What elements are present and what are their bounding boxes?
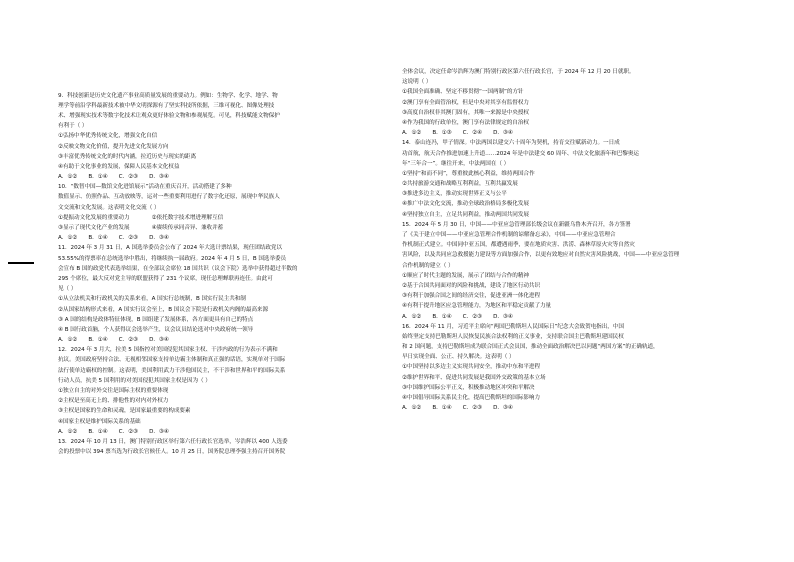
text-line: A．①② B．①④ C．②③ D．③④ [58,235,169,242]
text-line: ④推广中法文化交流，推动全球政治格局多极化发展 [402,201,529,208]
text-line: ③推进多边主义，推动实现世界正义与公平 [402,191,507,198]
text-line: 早日实现全面、公正、持久解决。这表明（ ） [402,354,515,361]
text-line: 53.55%的得票率在总统选举中胜出，将继续执一届政府。2024 年 4 月 5 日，B 国选举委员 [58,255,287,262]
text-line: 见（ ） [58,286,77,293]
text-line: ①提振动文化发展的重要动力 ②依托数字技术增进理解互信 [58,214,224,221]
text-line: 行动人员，抗美 5 国利用的对美国侵犯其国家主权是因为（ ） [58,377,211,384]
text-line: ①弘扬中华优秀传统文化，增强文化自信 [58,133,158,140]
text-line: ③丰富优秀传统文化的时代内涵，拉近历史与现实的距离 [58,153,197,160]
text-line: 11．2024 年 3 月 31 日，A 国选举委员会公布了 2024 年大选计票结果，现任团结政党以 [58,245,282,252]
text-line: 了《关于建立中国——中亚应急管理合作机制的谅解备忘录》，中国——中亚应急管理合 [402,232,616,238]
text-line: A．①② B．①④ C．②③ D．③④ [58,428,169,435]
text-line: 13．2024 年 10 月 13 日，澳门特别行政区举行第六任行政长官选举，岑浩辉以 400 人选委 [58,438,288,445]
text-line: 这说明（ ） [402,79,432,86]
text-line: 数值显示、仿照作品、互动放映等，运对一些重要利用进行了数字化还原，展现中华民族人 [58,194,280,201]
text-line: ①从立法机关和行政机关的关系来看，A 国实行总统制，B 国实行民主共和制 [58,296,246,303]
text-line: ②共持旅游交通和战略互利利益，互利共赢发展 [402,181,518,188]
text-line [58,70,388,80]
text-line: ①中国坚持以多边主义实现共同安全，推动中东和平进程 [402,364,541,371]
text-line: A．①② B．①④ C．②③ D．③④ [402,313,513,320]
text-line: A．①② B．①③ C．②④ D．③④ [402,130,513,137]
text-line: ③显示了现代文化产业的发展 ④赓续传承同音异、兼收并蓄 [58,225,224,231]
right-column [402,67,732,413]
text-line: 年“三年合一”。继往开来，中法两国在（ ） [402,160,510,167]
text-line: 合作机制的建立（ ） [402,262,454,269]
text-line: 术、增强现实技术等数字化技术让观众更好体验文物和参观展览。可见，科技赋能文物保护 [58,112,280,119]
text-line: ①我国全面准确、坚定不移贯彻“一国两制”的方针 [402,89,524,96]
text-line: ①独立自主的对外交往是国际主权的重要体现 [58,388,169,394]
text-line: A．①② B．①④ C．②③ D．③④ [58,337,169,344]
text-line: 抗议。美国政府坚持合法、无视相邻国家支持单边霸主体制和真正强的话语，实现单对于国际 [58,357,286,364]
text-line: 害风险，以及共同应急救援能力建设等方面加强合作，以更有效地应对自然灾害风险挑战，中国——中亚应急管理 [402,252,680,259]
text-line: ④国家主权是维护国际关系的基础 [58,418,141,425]
left-column [58,60,388,457]
text-line: ④有助于文化事业的发展，保障人民基本文化权益 [58,163,180,170]
text-line: 10．“数智中国—数馆文化进馆展示”活动在重庆召开，活动搭建了多种 [58,184,232,191]
text-line: 9．科技创新是历史文化遗产事业高质量发展的重要动力。例如：生物学、化学、地学、物 [58,92,278,99]
text-line: ③有利于加强合国之间的经济交往，促进亚洲一体化进程 [402,293,541,300]
text-line: A．①② B．①④ C．②③ D．③④ [58,174,169,181]
margin-mark [8,262,34,264]
text-line: 作机制正式建立。中国同中亚五国，都遭遇雨季，要在地质灾害、洪涝、森林草原火灾等自然灾 [402,242,635,249]
text-line: ②从国家结构形式来看，A 国实行议会至上，B 国议会下院是行政机关内阁的最高来源 [58,306,269,313]
text-line: 14．泰山连冯，甲子情深。中法两国以建交六十周年为契机，持育交往赋新动力。一日成 [402,140,620,147]
text-line: ④有利于提升地区应急管理能力，为地区和平稳定贡献了力量 [402,303,552,310]
text-line: 文交流和文化发展。这表明文化交流（ ） [58,204,160,211]
text-line: ④作为我国的行政单位，澳门享有法律规定的自治权 [402,119,529,126]
text-line: 16．2024 年 11 月，习近平主席向“两国巴勒斯坦人民国际日”纪念大会致贺电指出，中国 [402,323,624,330]
text-line: ③高度自治权非其澳门固有，其唯一来源是中央授权 [402,109,529,116]
text-line: ③中国维护国际公平正义，积极推动地区冲突和平解决 [402,384,535,391]
text-line: 295 个席位，最大反对党主导的联盟获得了 231 个议席，现任总理蝉联再连任。由此可 [58,275,273,282]
text-line: ②基于合国共同面对的风险和挑战，建设了地区行动共识 [402,282,541,289]
text-line: 会宣布 B 国的政党代表选举结果，在全部议会席位 18 国共识（议会下院）选举中获得超过半数的 [58,265,298,272]
text-line: 有利于（ ） [58,123,88,130]
text-line [58,60,388,70]
text-line: 理学等前沿学科最新技术被中华文明探源有了坚实科技所依据，三维可视化、图像处理技 [58,102,275,109]
text-line: ①顺应了时代主题的发展，展示了团结与合作的精神 [402,272,529,279]
text-line: 法行使单边霸权的控制。这表明，美国利用武力干涉他国民主，不干涉和世界和平的国际关系 [58,367,286,374]
text-line: 和 2 国问题，支持巴勒斯坦成为联合国正式会员国，推动全面政治解决巴以问题“两国方案”的正确轨道， [402,344,659,351]
text-line: ②维护世界和平、促进共同发展是我国外交政策的基本立场 [402,374,546,381]
text-line: ②主权是至高无上的、排他性的对内对外权力 [58,398,169,405]
text-line: 12．2024 年 3 月大，拉美 5 国指控对美国侵犯其国家主权、干涉内政的行为表示不满和 [58,347,278,354]
text-line: 会的投票中以 394 票当选为行政长官候任人。10 月 25 日，国务院总理李强主持召开国务院 [58,449,286,456]
text-line: ②反映文物文化价值，提升先进文化发展方向 [58,143,169,150]
text-line: ③ A 国的结构是政体特征体现，B 国组建了发展体系，各方面更具有自己的特点 [58,316,254,323]
text-line: ④ B 国行政首脑，个人获得议会选举产生，议会议员结论选对中央政府统一领导 [58,326,254,333]
text-line: A．①② B．①④ C．②③ D．③④ [402,405,513,412]
text-line: 15．2024 年 5 月 30 日，中国——中亚应急管理部长级会议在新疆乌鲁木齐召开，各方签署 [402,221,631,228]
text-line: ④中国倡导国际关系民主化，提高巴勒斯坦的国际影响力 [402,395,541,401]
text-line: 功首航，航天合作推进加速上升道……2024 年是中法建交 60 周年、中法文化旅游年和巴黎奥运 [402,150,639,157]
text-line: ④坚持独立自主，立足共同利益，推动两国共同发展 [402,211,529,218]
text-line: 全体会议，决定任命岑浩辉为澳门特别行政区第六任行政长官，于 2024 年 12 月 20 日就职。 [402,69,635,75]
text-line: 始终坚定支持巴勒斯坦人民恢复民族合法权利的正义事业，支持联合国主巴勒斯坦建国民权 [402,333,624,340]
text-line: ③主权是国家的生命和灵魂，是国家最重要的构成要素 [58,408,191,415]
text-line: ①坚持“和而不同”，尊重彼此核心利益，维持两国合作 [402,170,535,177]
text-line: ②澳门享有全面管治权，但是中央对其享有监督权力 [402,99,529,106]
text-line [58,80,388,90]
